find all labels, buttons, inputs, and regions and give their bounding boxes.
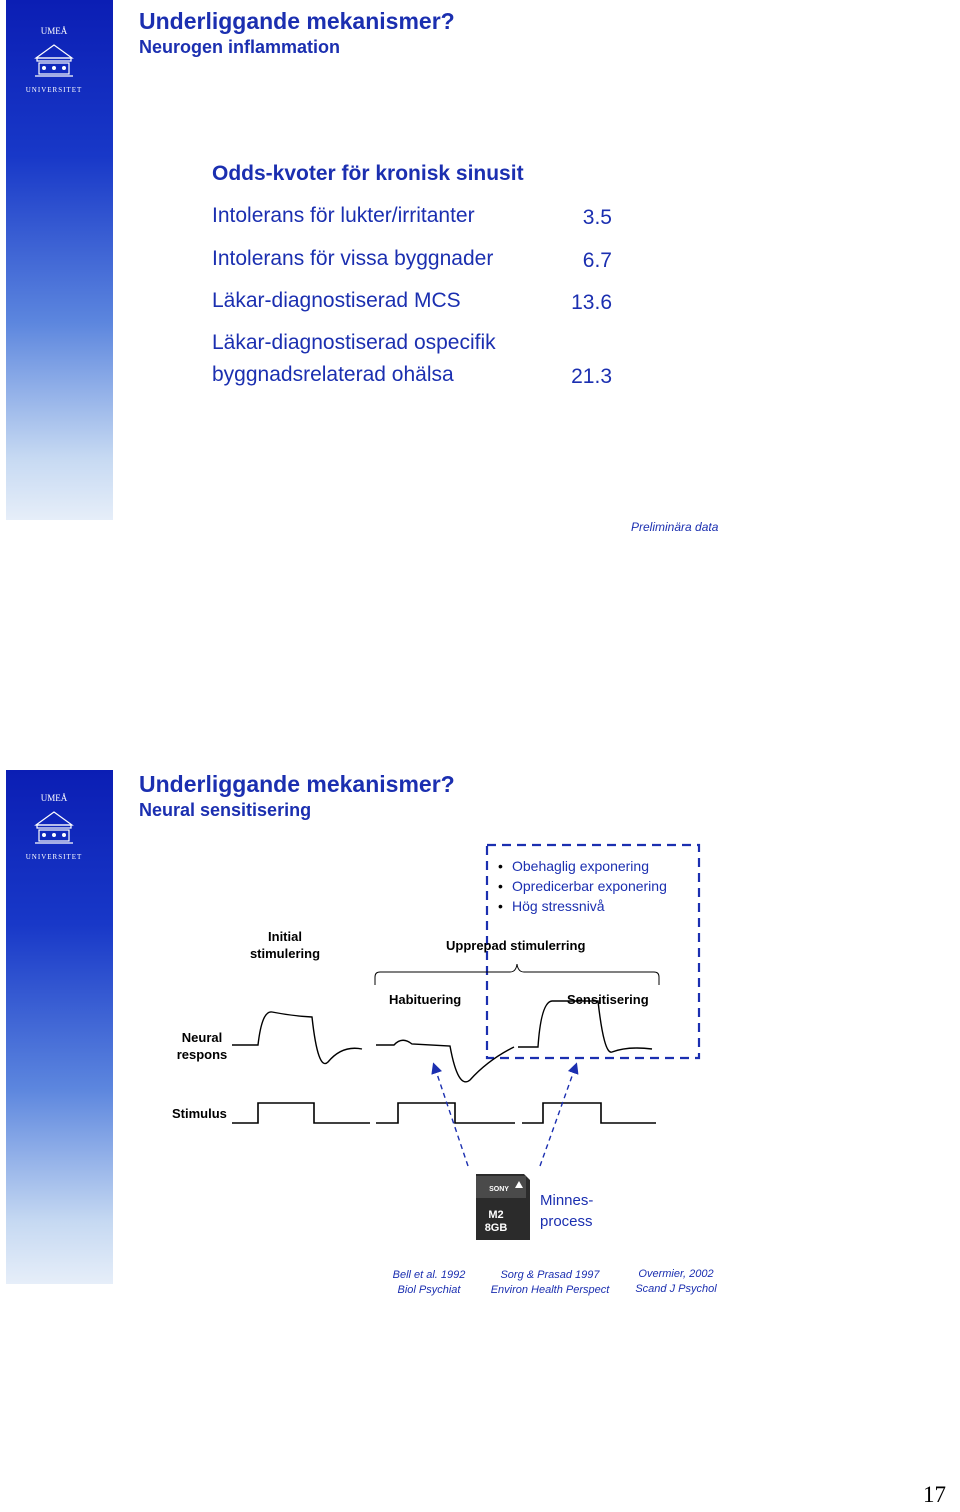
repeated-bracket <box>375 964 659 985</box>
reference-line: Overmier, 2002 <box>638 1268 714 1280</box>
reference-line: Environ Health Perspect <box>490 1284 610 1296</box>
odds-row-label: Läkar-diagnostiserad MCS <box>212 289 461 312</box>
page-number: 17 <box>923 1482 946 1507</box>
slide2-subtitle: Neural sensitisering <box>139 800 312 820</box>
odds-row-value: 13.6 <box>571 291 612 314</box>
slide2-title: Underliggande mekanismer? <box>139 771 455 797</box>
response-trace-sensitization <box>518 1001 652 1052</box>
odds-row-label-line2: byggnadsrelaterad ohälsa <box>212 363 454 386</box>
odds-table-heading: Odds-kvoter för kronisk sinusit <box>212 162 524 185</box>
memory-arrow <box>540 1065 576 1166</box>
habituation-label: Habituering <box>389 992 462 1007</box>
slide1-title: Underliggande mekanismer? <box>139 8 455 34</box>
odds-row-label: Intolerans för vissa byggnader <box>212 247 494 270</box>
memory-card-icon <box>476 1174 530 1240</box>
reference-line: Scand J Psychol <box>635 1283 717 1295</box>
stimulus-pulse <box>232 1103 370 1123</box>
response-trace-initial <box>232 1012 362 1064</box>
memory-card-capacity: 8GB <box>484 1222 508 1234</box>
svg-text:UNIVERSITET: UNIVERSITET <box>25 86 83 94</box>
slide1-subtitle: Neurogen inflammation <box>139 37 341 57</box>
svg-text:UMEÅ: UMEÅ <box>40 793 68 803</box>
odds-row-label-line1: Läkar-diagnostiserad ospecifik <box>212 331 496 354</box>
reference <box>384 1268 474 1298</box>
stimulus-pulse <box>376 1103 515 1123</box>
reference <box>485 1268 615 1298</box>
memory-process-label: Minnes- process <box>540 1192 594 1230</box>
bullet-item: • Hög stressnivå <box>512 898 605 914</box>
neural-response-label: Neural respons <box>176 1030 228 1062</box>
svg-text:UMEÅ: UMEÅ <box>40 26 68 36</box>
odds-row-label: Intolerans för lukter/irritanter <box>212 204 475 227</box>
sensitization-label: Sensitisering <box>567 992 649 1007</box>
reference-line: Biol Psychiat <box>397 1284 461 1296</box>
bullet-item: • Obehaglig exponering <box>512 858 649 874</box>
initial-stimulation-label: Initial stimulering <box>249 929 321 961</box>
stimulus-label: Stimulus <box>172 1106 227 1121</box>
odds-row-value: 6.7 <box>582 249 612 272</box>
stimulus-pulse <box>522 1103 656 1123</box>
reference-line: Sorg & Prasad 1997 <box>500 1269 600 1281</box>
reference <box>628 1267 724 1297</box>
odds-row-value: 3.5 <box>582 206 612 229</box>
repeated-stimulation-label: Upprepad stimulerring <box>446 938 586 953</box>
response-trace-habituation <box>376 1040 514 1082</box>
svg-text:UNIVERSITET: UNIVERSITET <box>25 853 83 861</box>
preliminary-note: Preliminära data <box>631 520 719 534</box>
memory-card-model: M2 <box>488 1209 504 1221</box>
bullet-item: • Opredicerbar exponering <box>512 878 667 894</box>
odds-row-value: 21.3 <box>571 365 612 388</box>
memory-card-brand: SONY <box>489 1186 509 1193</box>
reference-line: Bell et al. 1992 <box>392 1269 466 1281</box>
